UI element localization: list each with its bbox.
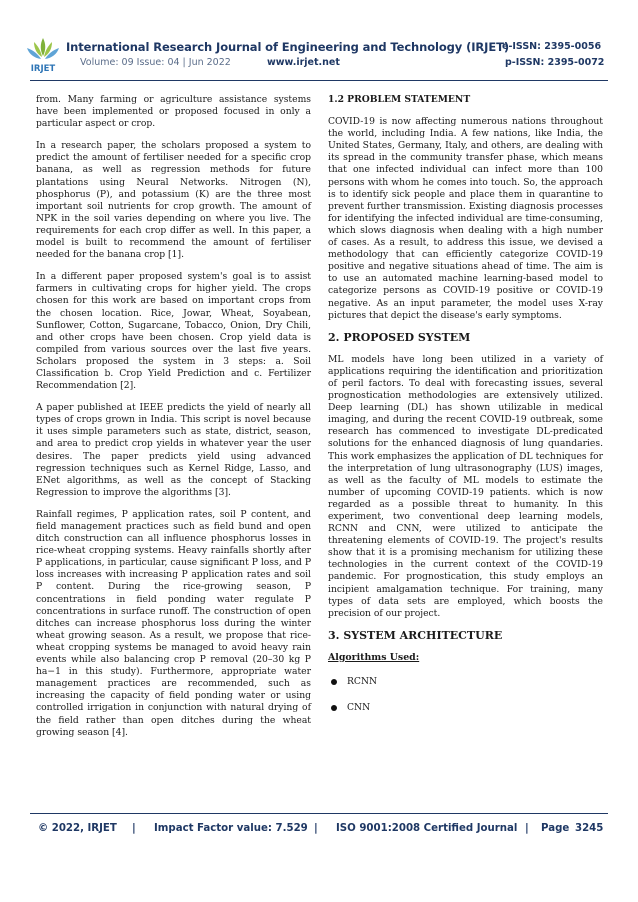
footer-iso: ISO 9001:2008 Certified Journal bbox=[336, 823, 518, 834]
journal-website-link[interactable]: www.irjet.net bbox=[267, 57, 340, 68]
footer-divider bbox=[30, 813, 608, 814]
journal-title: International Research Journal of Engineering and Technology (IRJET) bbox=[66, 40, 510, 54]
paragraph: In a different paper proposed system's goal is to assist farmers in cultivating crops for higher yield. The crops chosen for this work are based on important crops from the chosen location. Rice, Jowar, Wheat, Soyabean, Sunflower, Cotton, Sugarcane, Tobacco, Onion, Dry Chili, and other crops have been chosen. Crop yield data is compiled from various sources over the last five years. Scholars proposed the system in 3 steps: a. Soil Classification b. Crop Yield Prediction and c. Fertilizer Recommendation [2]. bbox=[36, 271, 311, 392]
algorithm-name: RCNN bbox=[347, 676, 378, 688]
left-column bbox=[36, 94, 311, 749]
footer-page-number: 3245 bbox=[575, 823, 604, 834]
right-column bbox=[328, 94, 603, 728]
p-issn: p-ISSN: 2395-0072 bbox=[505, 57, 605, 68]
proposed-system-heading: 2. PROPOSED SYSTEM bbox=[328, 330, 471, 344]
list-item bbox=[328, 676, 603, 688]
paragraph: In a research paper, the scholars proposed a system to predict the amount of fertiliser needed for a specific crop banana, as well as regression methods for future plantations using Neural Networks. Nitrogen (N), phosphorus (P), and potassium (K) are the three most important soil nutrients for crop growth. The amount of NPK in the soil varies depending on where you live. The requirements for each crop differ as well. In this paper, a model is built to recommend the amount of fertiliser needed for the banana crop [1]. bbox=[36, 140, 311, 261]
bullet-icon bbox=[331, 705, 337, 711]
algorithms-used-heading: Algorithms Used: bbox=[328, 651, 420, 663]
footer-separator: | bbox=[525, 823, 529, 834]
e-issn: e-ISSN: 2395-0056 bbox=[502, 41, 602, 52]
irjet-logo-icon bbox=[22, 34, 64, 76]
footer-copyright: © 2022, IRJET bbox=[38, 823, 117, 834]
page-header bbox=[0, 0, 638, 86]
paragraph: from. Many farming or agriculture assistance systems have been implemented or proposed focused in only a particular aspect or crop. bbox=[36, 94, 311, 130]
footer-separator: | bbox=[132, 823, 136, 834]
header-divider bbox=[30, 80, 608, 81]
footer-page-label: Page bbox=[541, 823, 570, 834]
paragraph: Rainfall regimes, P application rates, soil P content, and field management practices such as field bund and open ditch construction can all influence phosphorus losses in rice-wheat cropping systems. Heavy rainfalls shortly after P applications, in particular, cause significant P loss, and P loss increases with increasing P application rates and soil P content. During the rice-growing season, P concentrations in field ponding water regulate P concentrations in surface runoff. The construction of open ditches can increase phosphorus loss during the winter wheat growing season. As a result, we propose that rice-wheat cropping systems be managed to avoid heavy rain events while also balancing crop P removal (20–30 kg P ha−1 in this study). Furthermore, appropriate water management practices are recommended, such as increasing the capacity of field ponding water or using controlled irrigation in conjunction with natural drying of the field rather than open ditches during the wheat growing season [4]. bbox=[36, 508, 311, 738]
proposed-system-text: ML models have long been utilized in a variety of applications requiring the identification and prioritization of peril factors. To deal with forecasting issues, several prognostication methodologies are extensively utilized. Deep learning (DL) has shown utilizable in medical imaging, and during the recent COVID-19 outbreak, some research has commenced to investigate DL-predicated solutions for the enhanced diagnosis of lung quandaries. This work emphasizes the application of DL techniques for the interpretation of lung ultrasonography (LUS) images, as well as the faculty of ML models to estimate the number of upcoming COVID-19 patients. which is now regarded as a possible threat to humanity. In this experiment, two conventional deep learning models, RCNN and CNN, were utilized to anticipate the threatening elements of COVID-19. The project's results show that it is a promising mechanism for utilizing these technologies in the current context of the COVID-19 pandemic. For prognostication, this study employs an incipient amalgamation technique. For training, many types of data sets are employed, which boosts the precision of our project. bbox=[328, 353, 603, 619]
list-item bbox=[328, 702, 603, 714]
footer-separator: | bbox=[314, 823, 318, 834]
algorithm-name: CNN bbox=[347, 702, 371, 714]
system-architecture-heading: 3. SYSTEM ARCHITECTURE bbox=[328, 628, 503, 642]
problem-statement-heading: 1.2 PROBLEM STATEMENT bbox=[328, 94, 471, 105]
footer-impact-factor: Impact Factor value: 7.529 bbox=[154, 823, 308, 834]
paragraph: A paper published at IEEE predicts the yield of nearly all types of crops grown in India. This script is novel because it uses simple parameters such as state, district, season, and area to predict crop yields in whatever year the user desires. The paper predicts yield using advanced regression techniques such as Kernel Ridge, Lasso, and ENet algorithms, as well as the concept of Stacking Regression to improve the algorithms [3]. bbox=[36, 402, 311, 498]
problem-statement-text: COVID-19 is now affecting numerous nations throughout the world, including India. A few nations, like India, the United States, Germany, Italy, and others, are dealing with its spread in the community transfer phase, which means that one infected individual can infect more than 100 persons with whom he comes into touch. So, the approach is to identify sick people and place them in quarantine to prevent further transmission. Existing diagnosis processes for identifying the infected individual are time-consuming, which slows diagnosis when dealing with a high number of cases. As a result, to address this issue, we devised a methodology that can efficiently categorize COVID-19 positive and negative situations ahead of time. The aim is to use an automated machine learning-based model to categorize persons as COVID-19 positive or COVID-19 negative. As an input parameter, the model uses X-ray pictures that depict the disease's early symptoms. bbox=[328, 116, 603, 321]
logo-wordmark: IRJET bbox=[30, 64, 56, 74]
algorithms-list bbox=[328, 676, 603, 714]
volume-issue: Volume: 09 Issue: 04 | Jun 2022 bbox=[80, 57, 231, 68]
bullet-icon bbox=[331, 679, 337, 685]
